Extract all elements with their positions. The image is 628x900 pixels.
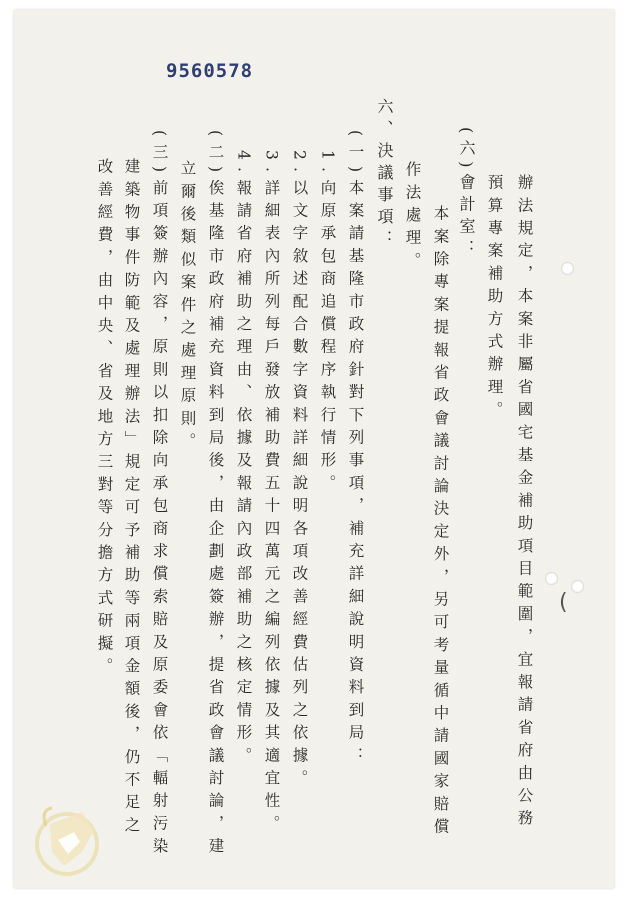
- text-column-15: 建築物事件防範及處理辦法」規定可予補助等兩項金額後，仍不足之: [122, 158, 141, 839]
- text-column-5: 作法處理。: [403, 161, 422, 275]
- archive-watermark-logo: [22, 800, 112, 880]
- text-column-14: (三)前項簽辦內容，原則以扣除向承包商求償索賠及原委會依「輻射污染: [150, 130, 169, 861]
- document-number: 9560578: [166, 60, 254, 82]
- punch-hole-top: [561, 262, 574, 275]
- text-column-7: (一)本案請基隆市政府針對下列事項，補充詳細說明資料到局：: [346, 130, 365, 770]
- text-column-12: (二)俟基隆市政府補充資料到局後，由企劃處簽辦，提省政會議討論，建: [206, 130, 225, 861]
- text-column-8: 1.向原承包商追償程序執行情形。: [318, 150, 337, 497]
- text-column-4: 本案除專案提報省政會議討論決定外，另可考量循中請國家賠償: [431, 205, 450, 841]
- section-heading-resolutions: 六、決議事項：: [375, 98, 394, 252]
- section-heading-accounting: (六)會計室：: [457, 127, 476, 262]
- text-column-10: 3.詳細表內所列每戶發放補助費五十四萬元之編列依據及其適宜性。: [262, 150, 281, 838]
- text-column-11: 4.報請省府補助之理由、依據及報請內政部補助之核定情形。: [234, 150, 253, 770]
- text-column-2: 預算專案補助方式辦理。: [485, 174, 504, 424]
- punch-hole-bottom: [571, 580, 584, 593]
- punch-hole-middle: [545, 572, 558, 585]
- text-column-9: 2.以文字敘述配合數字資料詳細說明各項改善經費估列之依據。: [290, 150, 309, 793]
- pencil-mark: (: [559, 590, 568, 615]
- text-column-1: 辦法規定，本案非屬省國宅基金補助項目範圍，宜報請省府由公務: [515, 174, 534, 833]
- text-column-16: 改善經費，由中央、省及地方三對等分擔方式研擬。: [95, 158, 114, 681]
- text-column-13: 立爾後類似案件之處理原則。: [178, 160, 197, 456]
